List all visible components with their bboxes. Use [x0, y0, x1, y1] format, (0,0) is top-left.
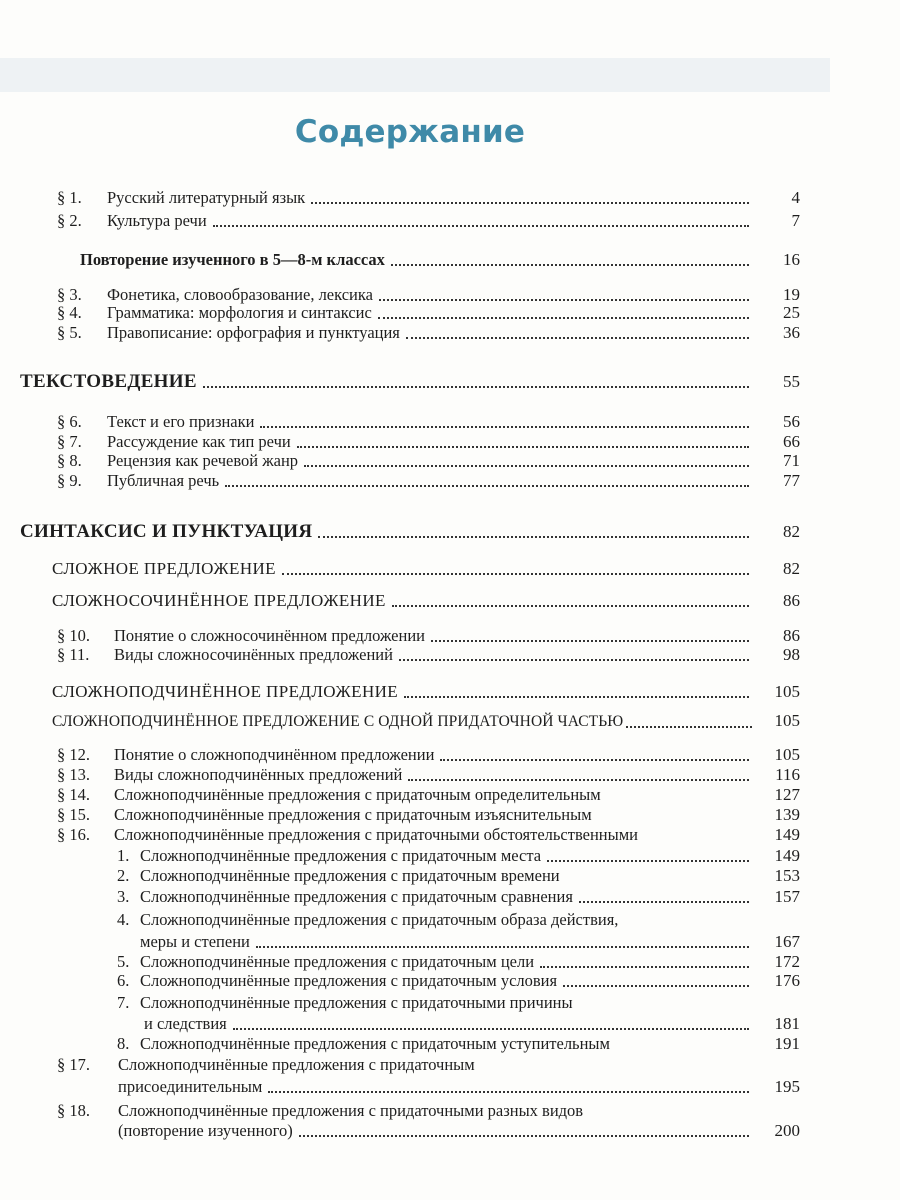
entry-title: Публичная речь: [107, 471, 220, 490]
entry-page: 86: [783, 626, 800, 645]
toc-subentry[interactable]: [0, 910, 900, 930]
entry-title: Виды сложносочинённых предложений: [114, 645, 393, 664]
entry-title: СЛОЖНОПОДЧИНЁННОЕ ПРЕДЛОЖЕНИЕ: [52, 682, 399, 701]
dot-leader: [404, 696, 749, 698]
toc-subentry[interactable]: [0, 846, 900, 866]
entry-page: 25: [783, 303, 800, 322]
entry-title: Культура речи: [107, 211, 207, 230]
toc-entry[interactable]: [0, 188, 900, 208]
toc-entry[interactable]: [0, 471, 900, 491]
entry-title: Сложноподчинённые предложения с придаточным изъяснительным: [114, 805, 592, 824]
entry-number: 6.: [117, 971, 130, 990]
dot-leader: [260, 426, 749, 428]
dot-leader: [378, 317, 749, 319]
entry-title: и следствия: [144, 1014, 227, 1033]
entry-page: 16: [783, 250, 800, 269]
entry-page: 172: [774, 952, 800, 971]
entry-number: 5.: [117, 952, 130, 971]
entry-title: ТЕКСТОВЕДЕНИЕ: [20, 371, 197, 392]
dot-leader: [282, 573, 749, 575]
dot-leader: [399, 659, 749, 661]
entry-title: Виды сложноподчинённых предложений: [114, 765, 403, 784]
entry-title: Сложноподчинённые предложения с придаточным: [118, 1055, 475, 1074]
toc-entry-continuation[interactable]: [0, 1121, 900, 1141]
entry-number: § 6.: [57, 412, 82, 431]
entry-page: 19: [783, 285, 800, 304]
entry-number: § 5.: [57, 323, 82, 342]
entry-page: 181: [774, 1014, 800, 1033]
entry-number: § 13.: [57, 765, 90, 784]
toc-entry[interactable]: [0, 626, 900, 646]
toc-subentry[interactable]: [0, 952, 900, 972]
entry-number: § 10.: [57, 626, 90, 645]
toc-entry[interactable]: [0, 412, 900, 432]
entry-number: § 3.: [57, 285, 82, 304]
entry-page: 98: [783, 645, 800, 664]
entry-page: 195: [774, 1077, 800, 1096]
toc-entry[interactable]: [0, 323, 900, 343]
entry-page: 200: [774, 1121, 800, 1140]
entry-page: 82: [783, 559, 800, 578]
toc-entry[interactable]: [0, 1055, 900, 1075]
entry-page: 116: [775, 765, 800, 784]
toc-subentry[interactable]: [0, 1034, 900, 1054]
entry-title: Фонетика, словообразование, лексика: [107, 285, 373, 304]
entry-title: Грамматика: морфология и синтаксис: [107, 303, 372, 322]
entry-page: 55: [783, 372, 800, 391]
entry-title: СЛОЖНОСОЧИНЁННОЕ ПРЕДЛОЖЕНИЕ: [52, 591, 386, 610]
toc-chapter-heading[interactable]: [0, 591, 900, 611]
entry-page: 153: [774, 866, 800, 885]
entry-number: § 12.: [57, 745, 90, 764]
entry-number: 8.: [117, 1034, 130, 1053]
entry-page: 105: [774, 711, 800, 730]
entry-number: 4.: [117, 910, 130, 929]
dot-leader: [268, 1091, 749, 1093]
entry-title: Рассуждение как тип речи: [107, 432, 291, 451]
entry-page: 105: [774, 682, 800, 701]
entry-number: § 4.: [57, 303, 82, 322]
entry-title: Рецензия как речевой жанр: [107, 451, 299, 470]
entry-title: (повторение изученного): [118, 1121, 293, 1140]
entry-number: § 17.: [57, 1055, 90, 1074]
toc-entry[interactable]: [0, 825, 900, 845]
toc-chapter-heading[interactable]: [0, 711, 900, 732]
entry-number: § 9.: [57, 471, 82, 490]
toc-subentry[interactable]: [0, 993, 900, 1013]
entry-title: меры и степени: [140, 932, 250, 951]
toc-subentry[interactable]: [0, 971, 900, 991]
entry-number: 3.: [117, 887, 130, 906]
entry-number: 1.: [117, 846, 130, 865]
entry-page: 7: [791, 211, 800, 230]
entry-number: 2.: [117, 866, 130, 885]
toc-entry[interactable]: [0, 1101, 900, 1121]
toc-chapter-heading[interactable]: [0, 559, 900, 579]
entry-title: Сложноподчинённые предложения с придаточным образа действия,: [140, 910, 619, 929]
entry-page: 149: [774, 825, 800, 844]
entry-page: 176: [774, 971, 800, 990]
entry-page: 77: [783, 471, 800, 490]
dot-leader: [297, 446, 749, 448]
entry-number: 7.: [117, 993, 130, 1012]
dot-leader: [233, 1028, 749, 1030]
entry-title: Сложноподчинённые предложения с придаточным цели: [140, 952, 535, 971]
entry-page: 36: [783, 323, 800, 342]
toc-subentry[interactable]: [0, 866, 900, 886]
toc-entry[interactable]: [0, 451, 900, 471]
entry-title: Сложноподчинённые предложения с придаточным уступительным: [140, 1034, 610, 1053]
entry-title: Русский литературный язык: [107, 188, 306, 207]
entry-number: § 14.: [57, 785, 90, 804]
entry-number: § 18.: [57, 1101, 90, 1120]
dot-leader: [304, 465, 749, 467]
entry-title: Сложноподчинённые предложения с придаточным определительным: [114, 785, 601, 804]
entry-page: 139: [774, 805, 800, 824]
entry-title: Сложноподчинённые предложения с придаточными обстоятельственными: [114, 825, 638, 844]
entry-title: Сложноподчинённые предложения с придаточным условия: [140, 971, 558, 990]
toc-chapter-heading[interactable]: [0, 682, 900, 702]
toc-entry[interactable]: [0, 765, 900, 785]
entry-page: 71: [783, 451, 800, 470]
dot-leader: [311, 202, 749, 204]
entry-number: § 2.: [57, 211, 82, 230]
toc-part-heading[interactable]: [0, 372, 900, 392]
page-title: Содержание: [294, 114, 526, 150]
entry-title: Сложноподчинённые предложения с придаточным сравнения: [140, 887, 573, 906]
entry-number: § 1.: [57, 188, 82, 207]
toc-subentry[interactable]: [0, 887, 900, 907]
toc-entry[interactable]: [0, 805, 900, 825]
dot-leader: [225, 485, 749, 487]
toc-entry[interactable]: [0, 785, 900, 805]
entry-number: § 11.: [57, 645, 90, 664]
dot-leader: [379, 299, 749, 301]
toc-entry[interactable]: [0, 745, 900, 765]
dot-leader: [547, 860, 749, 862]
toc-subentry-continuation[interactable]: [0, 932, 900, 952]
toc-entry[interactable]: [0, 303, 900, 323]
dot-leader: [579, 901, 749, 903]
entry-title: Сложноподчинённые предложения с придаточным времени: [140, 866, 560, 885]
entry-number: § 15.: [57, 805, 90, 824]
entry-title: Текст и его признаки: [107, 412, 255, 431]
dot-leader: [318, 536, 749, 538]
dot-leader: [392, 605, 749, 607]
dot-leader: [540, 966, 749, 968]
toc-part-heading[interactable]: [0, 522, 900, 542]
dot-leader: [440, 759, 749, 761]
entry-title: Сложноподчинённые предложения с придаточными причины: [140, 993, 573, 1012]
entry-number: § 16.: [57, 825, 90, 844]
dot-leader: [213, 225, 749, 227]
entry-title: Сложноподчинённые предложения с придаточным места: [140, 846, 542, 865]
entry-page: 56: [783, 412, 800, 431]
entry-page: 167: [774, 932, 800, 951]
entry-page: 149: [774, 846, 800, 865]
dot-leader: [626, 726, 752, 728]
toc-subentry-continuation[interactable]: [0, 1014, 900, 1034]
dot-leader: [256, 946, 749, 948]
entry-page: 105: [774, 745, 800, 764]
toc-entry-continuation[interactable]: [0, 1077, 900, 1097]
toc-entry[interactable]: [0, 211, 900, 231]
entry-page: 4: [791, 188, 800, 207]
entry-title: Повторение изученного в 5—8-м классах: [80, 250, 385, 269]
entry-page: 127: [774, 785, 800, 804]
entry-page: 86: [783, 591, 800, 610]
toc-section-heading[interactable]: [0, 250, 900, 270]
toc-entry[interactable]: [0, 432, 900, 452]
entry-page: 82: [783, 522, 800, 541]
entry-title: присоединительным: [118, 1077, 263, 1096]
dot-leader: [431, 640, 749, 642]
entry-page: 191: [774, 1034, 800, 1053]
entry-title: СЛОЖНОЕ ПРЕДЛОЖЕНИЕ: [52, 559, 276, 578]
dot-leader: [203, 386, 749, 388]
dot-leader: [563, 985, 749, 987]
entry-number: § 8.: [57, 451, 82, 470]
entry-title: СИНТАКСИС И ПУНКТУАЦИЯ: [20, 521, 313, 542]
dot-leader: [299, 1135, 749, 1137]
dot-leader: [408, 779, 749, 781]
dot-leader: [406, 337, 749, 339]
entry-title: Понятие о сложноподчинённом предложении: [114, 745, 435, 764]
entry-number: § 7.: [57, 432, 82, 451]
dot-leader: [391, 264, 749, 266]
entry-page: 157: [774, 887, 800, 906]
entry-title: Понятие о сложносочинённом предложении: [114, 626, 425, 645]
toc-entry[interactable]: [0, 645, 900, 665]
entry-page: 66: [783, 432, 800, 451]
entry-title: Правописание: орфография и пунктуация: [107, 323, 400, 342]
entry-title: СЛОЖНОПОДЧИНЁННОЕ ПРЕДЛОЖЕНИЕ С ОДНОЙ ПРИДАТОЧНОЙ ЧАСТЬЮ: [52, 713, 624, 730]
entry-title: Сложноподчинённые предложения с придаточными разных видов: [118, 1101, 584, 1120]
toc-entry[interactable]: [0, 285, 900, 305]
